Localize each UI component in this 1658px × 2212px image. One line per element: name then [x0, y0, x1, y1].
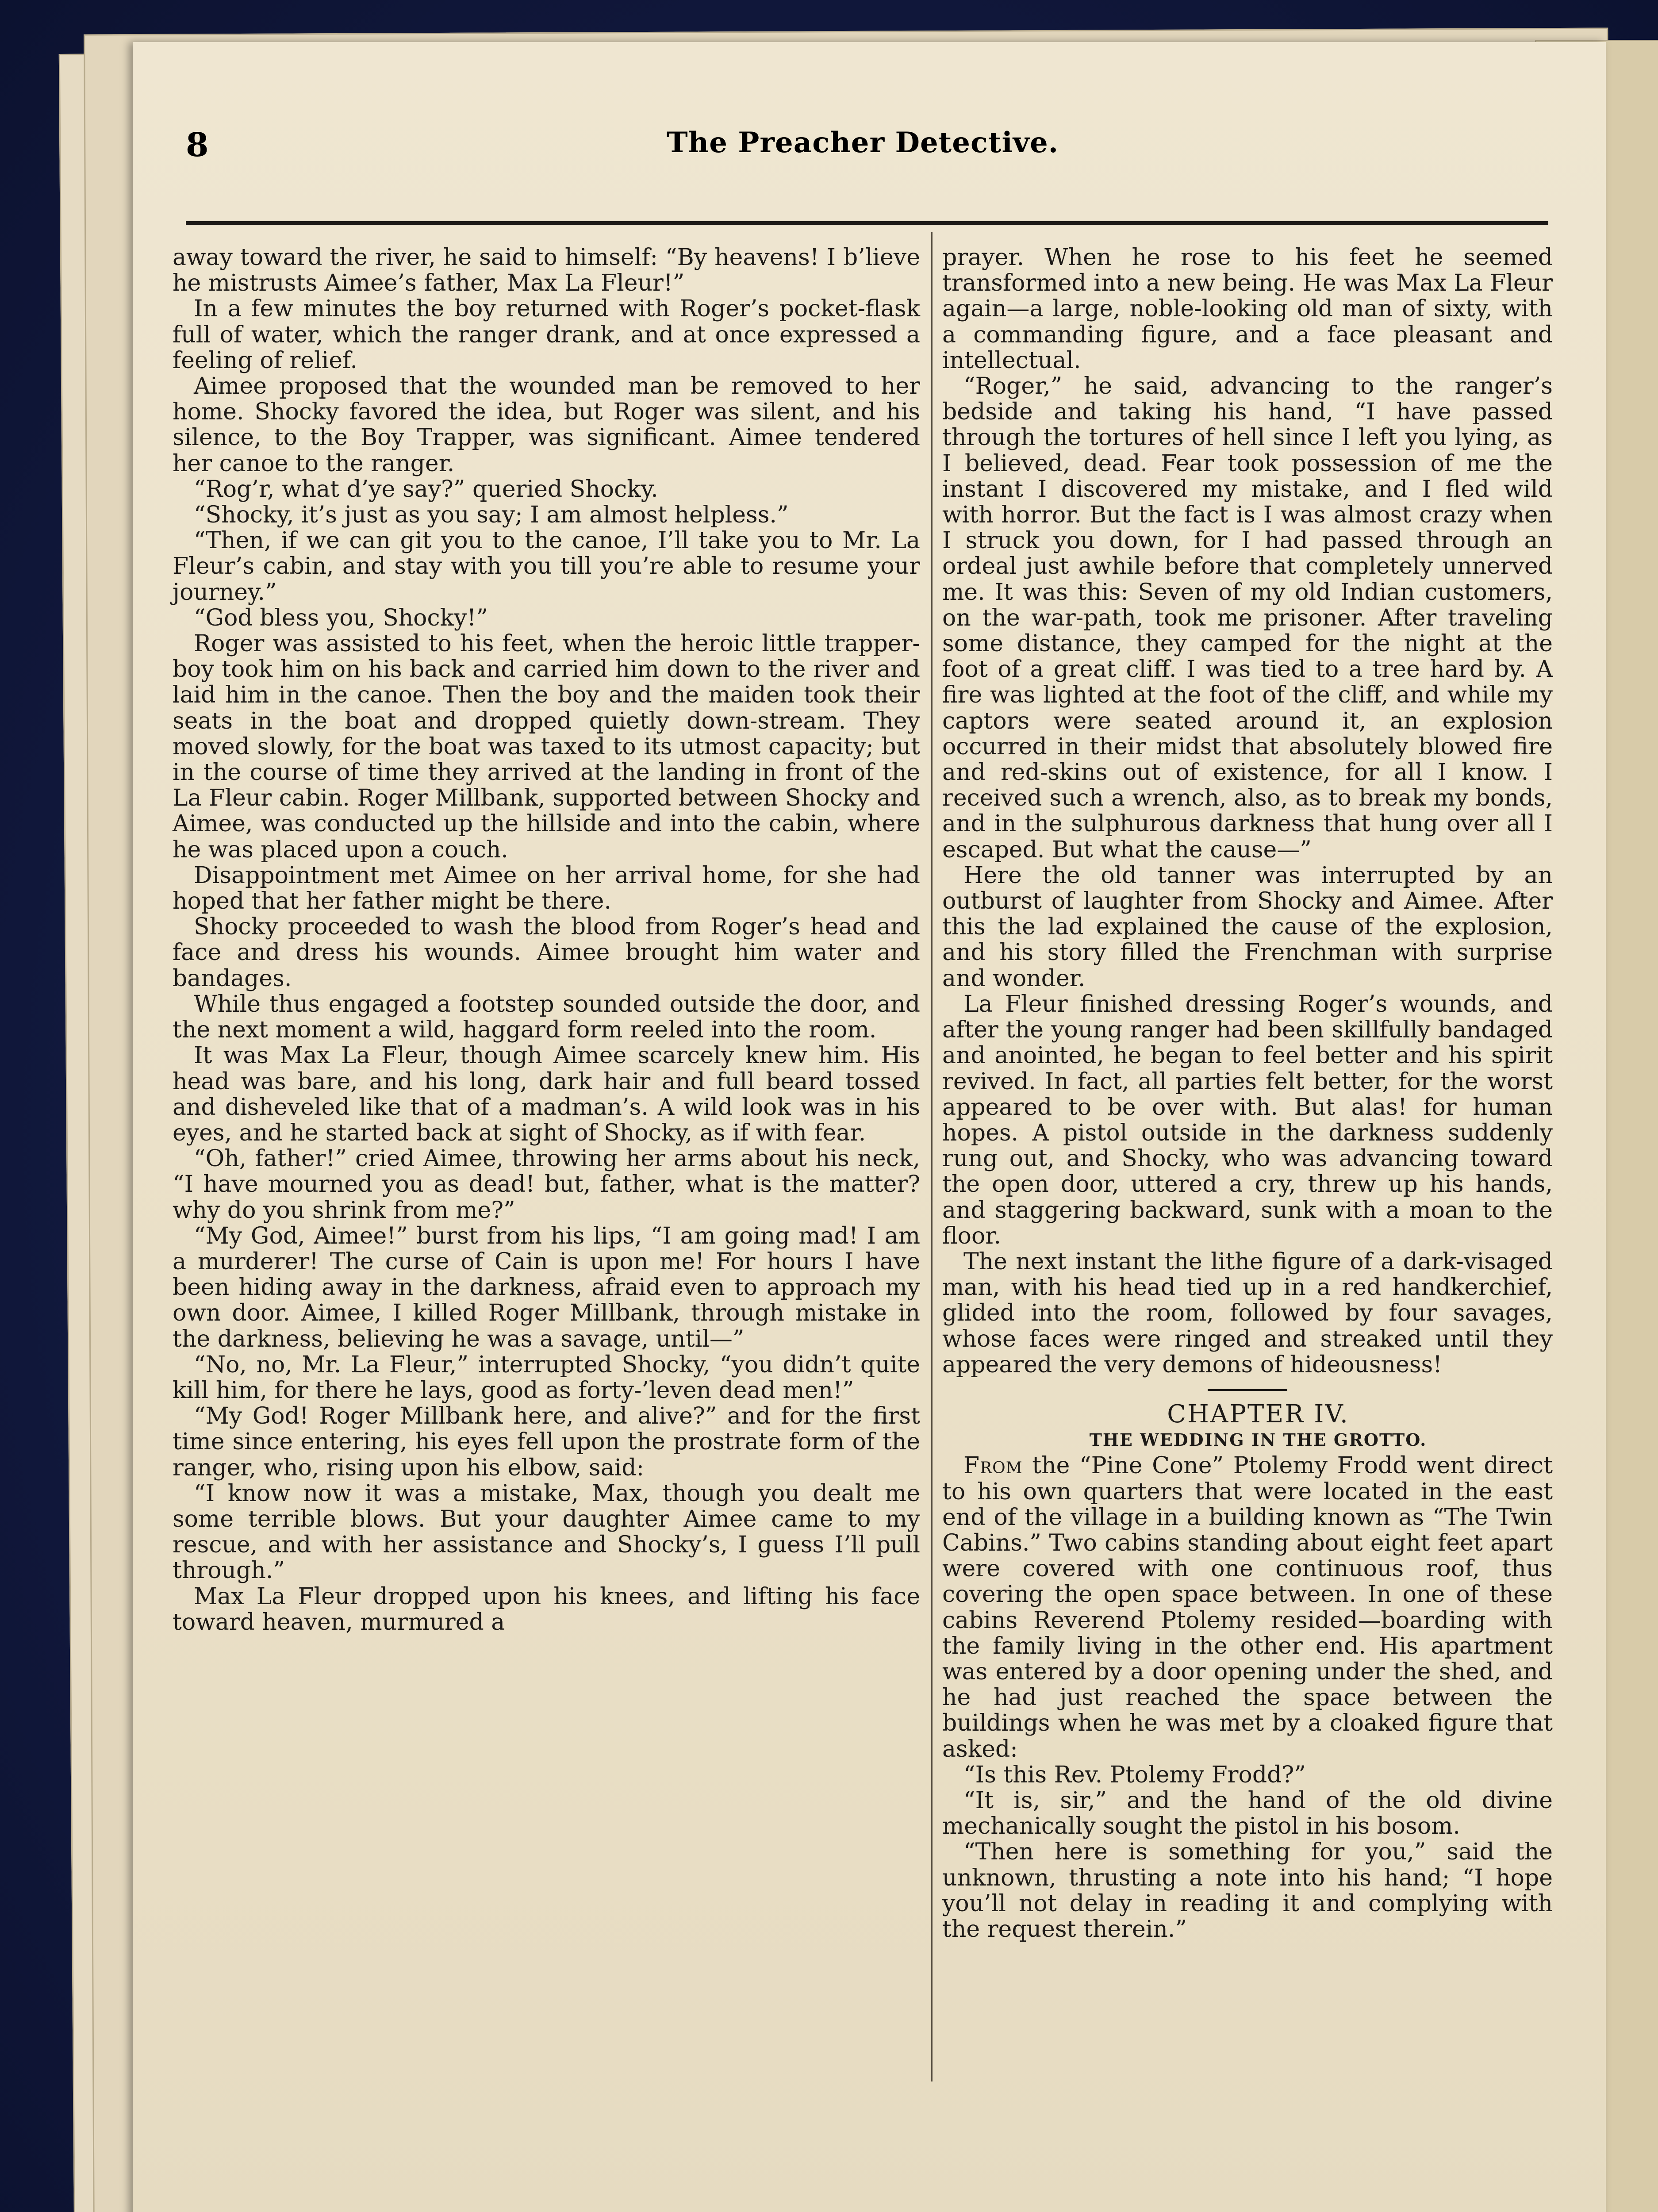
chapter-rule — [1208, 1389, 1287, 1391]
paragraph: Disappointment met Aimee on her arrival home, for she had hoped that her father might be there. — [173, 862, 920, 915]
paragraph: “Roger,” he said, advancing to the ranger’s bedside and taking his hand, “I have passed through the tortures of hell since I left you lying, as I believed, dead. Fear took possession of me the instant I discovered my mistake, and I fled wild with horror. But the fact is I was almost crazy when I struck you down, for I had passed through an ordeal just awhile before that completely unnerved me. It was this: Seven of my old Indian customers, on the war-path, took me prisoner. After traveling some distance, they camped for the night at the foot of a great cliff. I was tied to a tree hard by. A fire was lighted at the foot of the cliff, and while my captors were seated around it, an explosion occurred in their midst that absolutely blowed fire and red-skins out of existence, for all I know. I received such a wrench, also, as to break my bonds, and in the sulphurous darkness that hung over all I escaped. But what the cause—” — [942, 373, 1553, 863]
paragraph: “Rog’r, what d’ye say?” queried Shocky. — [194, 476, 658, 503]
paragraph: prayer. When he rose to his feet he seemed transformed into a new being. He was Max La Fleur again—a large, noble-looking old man of sixty, with a commanding figure, and a face pleasant and intellectual. — [942, 244, 1553, 374]
paragraph: “Then here is something for you,” said the unknown, thrusting a note into his hand; “I hope you’ll not delay in reading it and complying with the request therein.” — [942, 1839, 1553, 1943]
paragraph: Max La Fleur dropped upon his knees, and lifting his face toward heaven, murmured a — [173, 1583, 920, 1636]
paragraph: away toward the river, he said to himself: “By heavens! I b’lieve he mistrusts Aimee’s father, Max La Fleur!” — [173, 244, 920, 297]
running-title: The Preacher Detective. — [667, 126, 1059, 159]
page-number: 8 — [186, 126, 209, 164]
paragraph: “God bless you, Shocky!” — [194, 604, 488, 631]
paragraph: “Is this Rev. Ptolemy Frodd?” — [963, 1761, 1306, 1788]
right-column — [942, 245, 1553, 1942]
paragraph: “My God, Aimee!” burst from his lips, “I am going mad! I am a murderer! The curse of Cain is upon me! For hours I have been hiding away in the darkness, afraid even to approach my own door. Aimee, I killed Roger Millbank, through mistake in the darkness, believing he was a savage, until—” — [173, 1222, 920, 1352]
paragraph: It was Max La Fleur, though Aimee scarcely knew him. His head was bare, and his long, dark hair and full beard tossed and disheveled like that of a madman’s. A wild look was in his eyes, and he started back at sight of Shocky, as if with fear. — [173, 1042, 920, 1146]
paragraph: “I know now it was a mistake, Max, though you dealt me some terrible blows. But your daughter Aimee came to my rescue, and with her assistance and Shocky’s, I guess I’ll pull through.” — [173, 1480, 920, 1584]
paragraph: In a few minutes the boy returned with Roger’s pocket-flask full of water, which the ranger drank, and at once expressed a feeling of relief. — [173, 296, 920, 374]
paragraph: La Fleur finished dressing Roger’s wounds, and after the young ranger had been skillfully bandaged and anointed, he began to feel better and his spirit revived. In fact, all parties felt better, for the worst appeared to be over with. But alas! for human hopes. A pistol outside in the darkness suddenly rung out, and Shocky, who was advancing toward the open door, uttered a cry, threw up his hands, and staggering backward, sunk with a moan to the floor. — [942, 991, 1553, 1249]
paragraph: “Shocky, it’s just as you say; I am almost helpless.” — [194, 502, 789, 529]
chapter-opening-paragraph — [942, 1453, 1553, 1762]
paragraph: While thus engaged a footstep sounded outside the door, and the next moment a wild, haggard form reeled into the room. — [173, 991, 920, 1044]
chapter-first-word: From — [963, 1452, 1023, 1479]
paragraph: “Oh, father!” cried Aimee, throwing her arms about his neck, “I have mourned you as dead! but, father, what is the matter? why do you shrink from me?” — [173, 1145, 920, 1224]
paragraph: Aimee proposed that the wounded man be removed to her home. Shocky favored the idea, but Roger was silent, and his silence, to the Boy Trapper, was significant. Aimee tendered her canoe to the ranger. — [173, 373, 920, 477]
left-column — [173, 245, 920, 1635]
chapter-opening-text: the “Pine Cone” Ptolemy Frodd went direct to his own quarters that were located in the east end of the village in a building known as “The Twin Cabins.” Two cabins standing about eight feet apart were covered with one continuous roof, thus covering the open space between. In one of these cabins Reverend Ptolemy resided—boarding with the family living in the other end. His apartment was entered by a door opening under the shed, and he had just reached the space between the buildings when he was met by a cloaked figure that asked: — [942, 1452, 1553, 1763]
chapter-subtitle: THE WEDDING IN THE GROTTO. — [1089, 1430, 1427, 1450]
paragraph: “My God! Roger Millbank here, and alive?” and for the first time since entering, his eyes fell upon the prostrate form of the ranger, who, rising upon his elbow, said: — [173, 1403, 920, 1481]
paragraph: Here the old tanner was interrupted by an outburst of laughter from Shocky and Aimee. After this the lad explained the cause of the explosion, and his story filled the Frenchman with surprise and wonder. — [942, 862, 1553, 992]
paragraph: “No, no, Mr. La Fleur,” interrupted Shocky, “you didn’t quite kill him, for there he lays, good as forty-’leven dead men!” — [173, 1351, 920, 1404]
paragraph: Shocky proceeded to wash the blood from Roger’s head and face and dress his wounds. Aimee brought him water and bandages. — [173, 914, 920, 992]
chapter-title: CHAPTER IV. — [1167, 1399, 1349, 1429]
paragraph: Roger was assisted to his feet, when the heroic little trapper-boy took him on his back and carried him down to the river and laid him in the canoe. Then the boy and the maiden took their seats in the boat and dropped quietly down-stream. They moved slowly, for the boat was taxed to its utmost capacity; but in the course of time they arrived at the landing in front of the La Fleur cabin. Roger Millbank, supported between Shocky and Aimee, was conducted up the hillside and into the cabin, where he was placed upon a couch. — [173, 630, 920, 863]
paragraph: “It is, sir,” and the hand of the old divine mechanically sought the pistol in his bosom. — [942, 1787, 1553, 1840]
column-divider — [931, 232, 933, 2081]
paragraph: “Then, if we can git you to the canoe, I’ll take you to Mr. La Fleur’s cabin, and stay with you till you’re able to resume your journey.” — [173, 527, 920, 606]
header-rule — [186, 221, 1548, 225]
running-head — [186, 126, 1539, 170]
paragraph: The next instant the lithe figure of a dark-visaged man, with his head tied up in a red handkerchief, glided into the room, followed by four savages, whose faces were ringed and streaked until they appeared the very demons of hideousness! — [942, 1248, 1553, 1378]
